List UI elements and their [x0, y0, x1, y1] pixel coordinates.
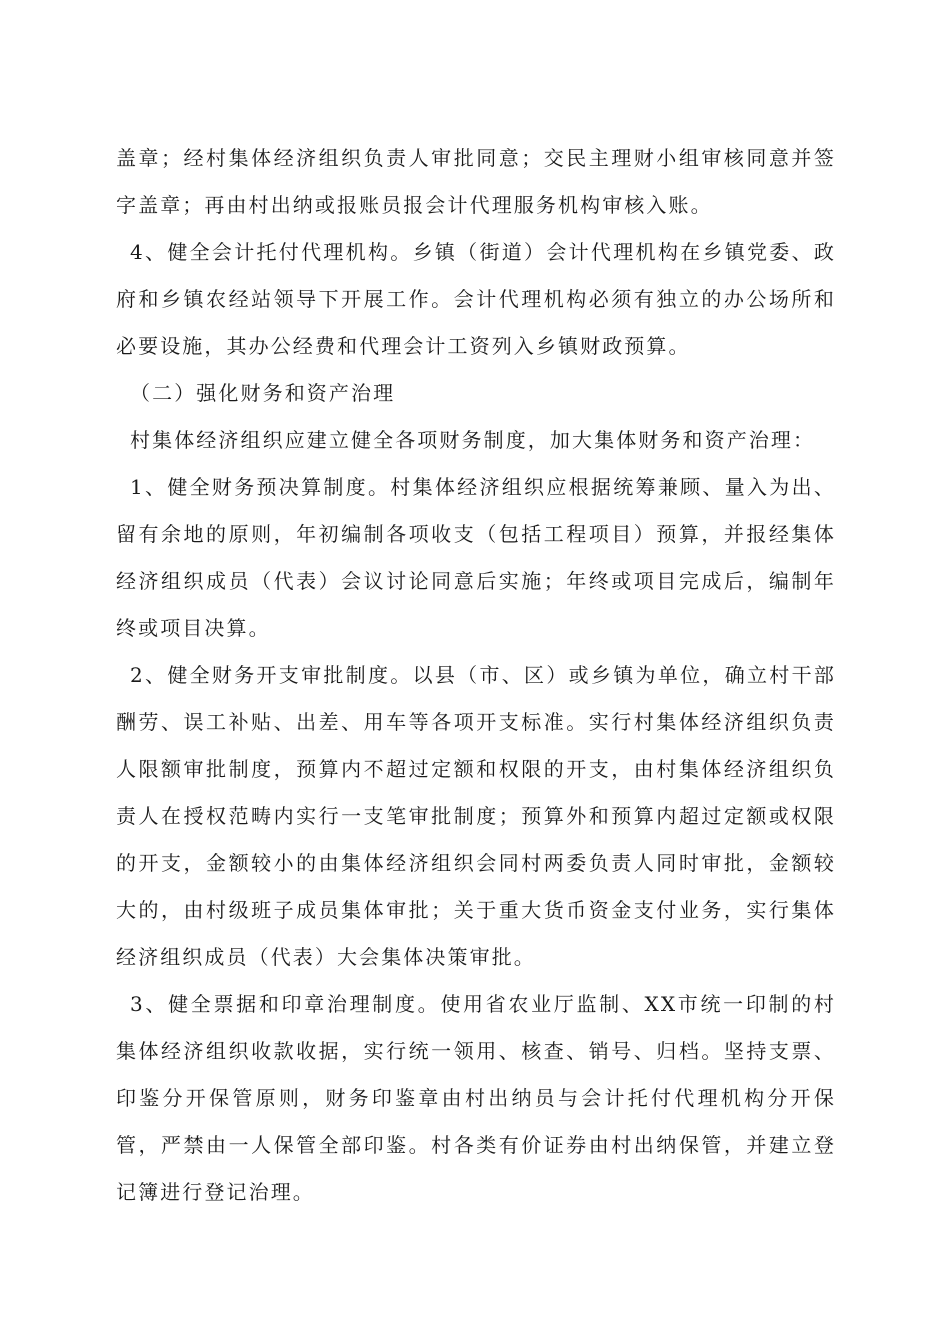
paragraph-item-1: 1、健全财务预决算制度。村集体经济组织应根据统筹兼顾、量入为出、留有余地的原则，年初编制各项收支（包括工程项目）预算，并报经集体经济组织成员（代表）会议讨论同意后实施；年终或项目完成后，编制年终或项目决算。	[116, 475, 836, 640]
paragraph-continuation: 盖章；经村集体经济组织负责人审批同意；交民主理财小组审核同意并签字盖章；再由村出纳或报账员报会计代理服务机构审核入账。	[116, 146, 836, 217]
section-heading: （二）强化财务和资产治理	[130, 381, 396, 405]
paragraph-item-3: 3、健全票据和印章治理制度。使用省农业厅监制、XX市统一印制的村集体经济组织收款收据，实行统一领用、核查、销号、归档。坚持支票、印鉴分开保管原则，财务印鉴章由村出纳员与会计托付代理机构分开保管，严禁由一人保管全部印鉴。村各类有价证券由村出纳保管，并建立登记簿进行登记治理。	[116, 992, 836, 1204]
paragraph-item-4: 4、健全会计托付代理机构。乡镇（街道）会计代理机构在乡镇党委、政府和乡镇农经站领导下开展工作。会计代理机构必须有独立的办公场所和必要设施，其办公经费和代理会计工资列入乡镇财政预算。	[116, 240, 836, 358]
paragraph-item-2: 2、健全财务开支审批制度。以县（市、区）或乡镇为单位，确立村干部酬劳、误工补贴、出差、用车等各项开支标准。实行村集体经济组织负责人限额审批制度，预算内不超过定额和权限的开支，由村集体经济组织负责人在授权范畴内实行一支笔审批制度；预算外和预算内超过定额或权限的开支，金额较小的由集体经济组织会同村两委负责人同时审批，金额较大的，由村级班子成员集体审批；关于重大货币资金支付业务，实行集体经济组织成员（代表）大会集体决策审批。	[116, 663, 836, 969]
paragraph-intro: 村集体经济组织应建立健全各项财务制度，加大集体财务和资产治理：	[130, 428, 816, 452]
document-page	[116, 135, 836, 1216]
